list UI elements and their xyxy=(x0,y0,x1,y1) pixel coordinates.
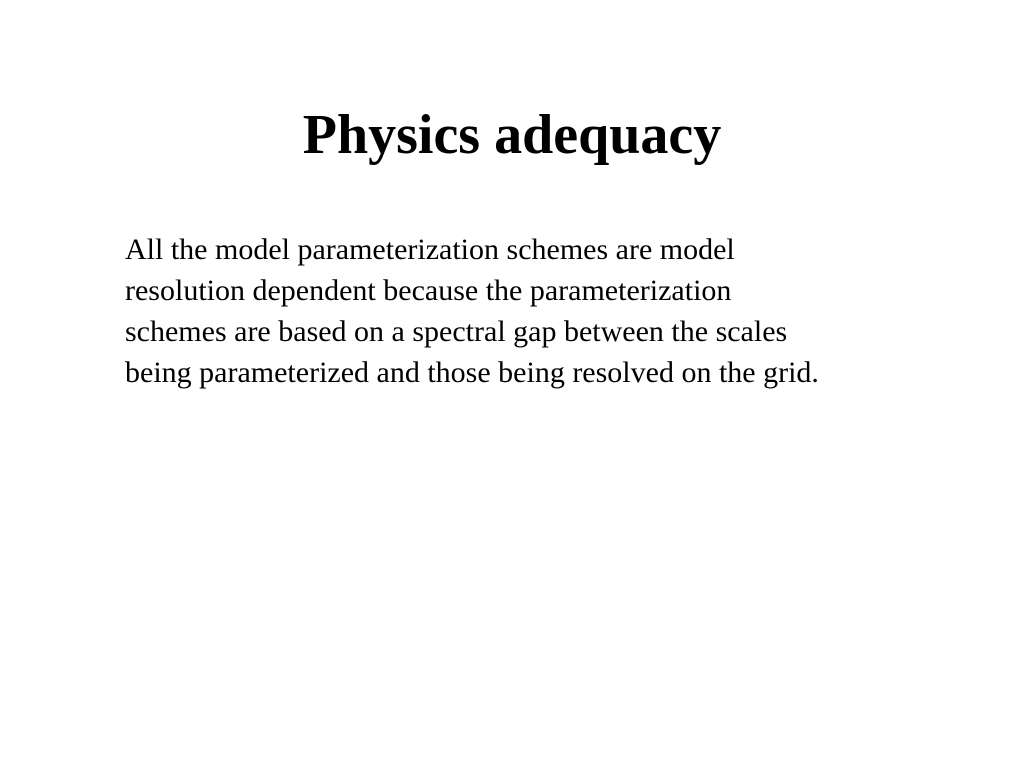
body-line: resolution dependent because the parameterization xyxy=(125,274,732,307)
body-line: All the model parameterization schemes are model xyxy=(125,233,735,266)
slide-body-text xyxy=(125,229,945,393)
body-line: being parameterized and those being resolved on the grid. xyxy=(125,356,819,389)
body-line: schemes are based on a spectral gap between the scales xyxy=(125,315,788,348)
slide-title: Physics adequacy xyxy=(302,104,722,166)
